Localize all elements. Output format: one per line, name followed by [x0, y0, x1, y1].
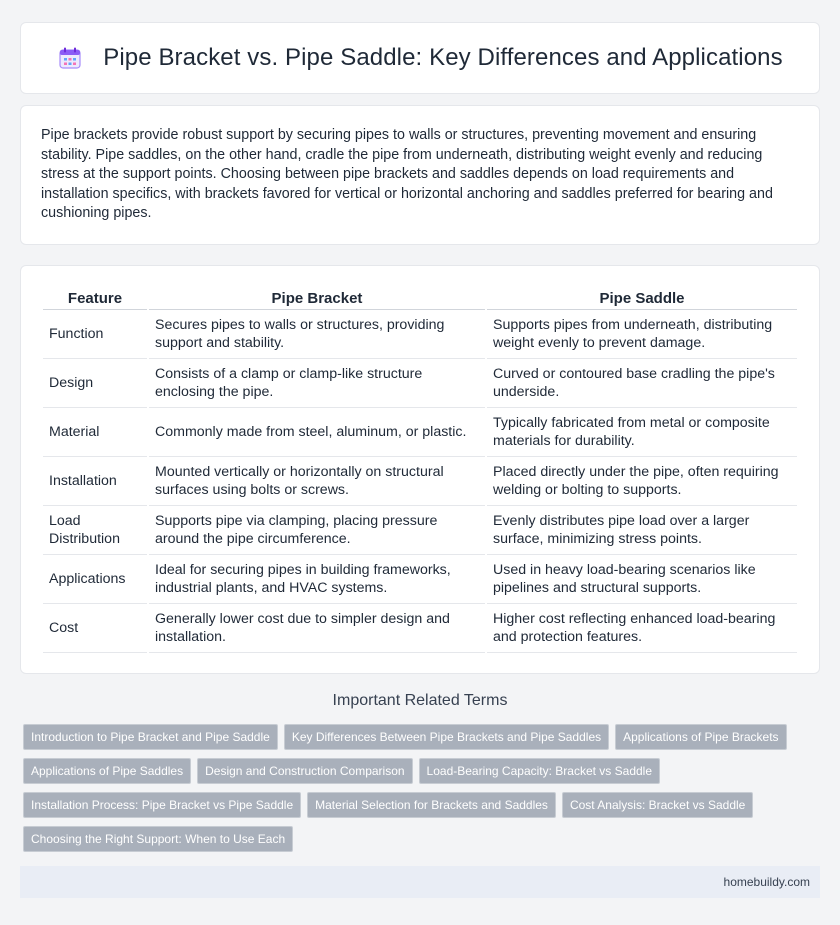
- table-row: [43, 408, 797, 457]
- related-term-tag[interactable]: Choosing the Right Support: When to Use Each: [23, 826, 293, 852]
- related-terms-tags: [0, 724, 840, 852]
- comparison-table: [41, 286, 799, 653]
- saddle-cell: Typically fabricated from metal or composite materials for durability.: [487, 408, 797, 457]
- saddle-cell: Placed directly under the pipe, often requiring welding or bolting to supports.: [487, 457, 797, 506]
- bracket-cell: Generally lower cost due to simpler design and installation.: [149, 604, 485, 653]
- table-row: [43, 555, 797, 604]
- related-term-tag[interactable]: Cost Analysis: Bracket vs Saddle: [562, 792, 753, 818]
- header-pipe-saddle: Pipe Saddle: [487, 286, 797, 310]
- feature-cell: Design: [43, 359, 147, 408]
- feature-cell: Function: [43, 310, 147, 359]
- bracket-cell: Consists of a clamp or clamp-like structure enclosing the pipe.: [149, 359, 485, 408]
- saddle-cell: Higher cost reflecting enhanced load-bearing and protection features.: [487, 604, 797, 653]
- table-row: [43, 359, 797, 408]
- related-term-tag[interactable]: Design and Construction Comparison: [197, 758, 412, 784]
- bracket-cell: Supports pipe via clamping, placing pressure around the pipe circumference.: [149, 506, 485, 555]
- related-term-tag[interactable]: Load-Bearing Capacity: Bracket vs Saddle: [419, 758, 660, 784]
- calendar-grid-icon: [57, 45, 83, 71]
- bracket-cell: Mounted vertically or horizontally on structural surfaces using bolts or screws.: [149, 457, 485, 506]
- table-row: [43, 506, 797, 555]
- related-term-tag[interactable]: Applications of Pipe Saddles: [23, 758, 191, 784]
- footer-site[interactable]: homebuildy.com: [723, 874, 810, 889]
- bracket-cell: Secures pipes to walls or structures, providing support and stability.: [149, 310, 485, 359]
- feature-cell: Applications: [43, 555, 147, 604]
- title-card: [20, 22, 820, 94]
- footer: [20, 866, 820, 898]
- table-header-row: [43, 286, 797, 310]
- header-feature: Feature: [43, 286, 147, 310]
- bracket-cell: Commonly made from steel, aluminum, or plastic.: [149, 408, 485, 457]
- related-term-tag[interactable]: Introduction to Pipe Bracket and Pipe Saddle: [23, 724, 278, 750]
- header-pipe-bracket: Pipe Bracket: [149, 286, 485, 310]
- table-row: [43, 604, 797, 653]
- comparison-card: [20, 265, 820, 674]
- intro-paragraph: Pipe brackets provide robust support by securing pipes to walls or structures, preventing movement and ensuring stability. Pipe saddles, on the other hand, cradle the pipe from underneath, distributing weight evenly and reducing stress at the support points. Choosing between pipe brackets and saddles depends on load requirements and installation specifics, with brackets favored for vertical or horizontal anchoring and saddles preferred for bearing and cushioning pipes.: [41, 127, 773, 221]
- related-term-tag[interactable]: Applications of Pipe Brackets: [615, 724, 786, 750]
- table-row: [43, 310, 797, 359]
- intro-card: [20, 105, 820, 245]
- feature-cell: Material: [43, 408, 147, 457]
- feature-cell: Cost: [43, 604, 147, 653]
- page-title: Pipe Bracket vs. Pipe Saddle: Key Differences and Applications: [103, 44, 783, 71]
- saddle-cell: Evenly distributes pipe load over a larger surface, minimizing stress points.: [487, 506, 797, 555]
- table-row: [43, 457, 797, 506]
- saddle-cell: Used in heavy load-bearing scenarios like pipelines and structural supports.: [487, 555, 797, 604]
- feature-cell: Installation: [43, 457, 147, 506]
- related-terms-section: [0, 692, 840, 852]
- saddle-cell: Supports pipes from underneath, distributing weight evenly to prevent damage.: [487, 310, 797, 359]
- bracket-cell: Ideal for securing pipes in building frameworks, industrial plants, and HVAC systems.: [149, 555, 485, 604]
- related-terms-title: Important Related Terms: [332, 691, 508, 709]
- saddle-cell: Curved or contoured base cradling the pipe's underside.: [487, 359, 797, 408]
- related-term-tag[interactable]: Material Selection for Brackets and Saddles: [307, 792, 556, 818]
- related-term-tag[interactable]: Installation Process: Pipe Bracket vs Pipe Saddle: [23, 792, 301, 818]
- feature-cell: Load Distribution: [43, 506, 147, 555]
- related-term-tag[interactable]: Key Differences Between Pipe Brackets and Pipe Saddles: [284, 724, 609, 750]
